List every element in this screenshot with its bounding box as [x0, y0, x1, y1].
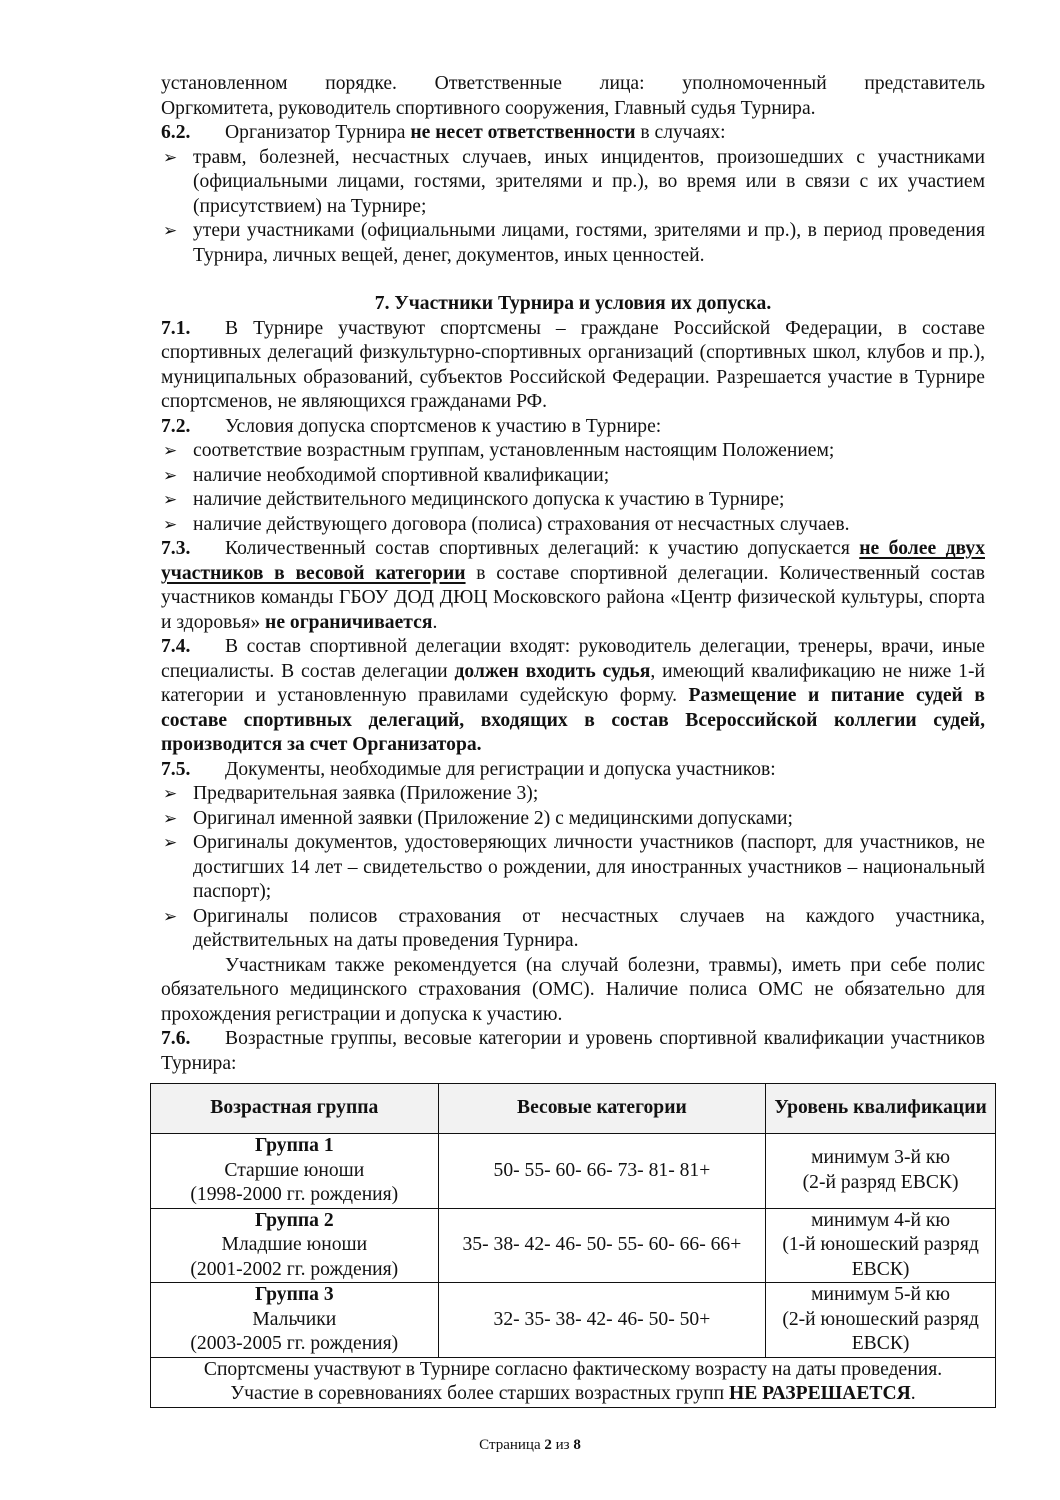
- group-title: Группа 1: [254, 1135, 334, 1156]
- clause-7-1: 7.1. В Турнире участвуют спортсмены – граждане Российской Федерации, в составе спортивных делегаций физкультурно-спортивных организаций (спортивных школ, клубов и пр.), муниципальных образований, субъектов Российской Федерации. Разрешается участие в Турнире спортсменов, не являющихся гражданами РФ.: [161, 317, 985, 412]
- clause-7-5: 7.5. Документы, необходимые для регистрации и допуска участников:: [161, 758, 985, 783]
- clause-number: 7.1.: [161, 317, 191, 339]
- age-groups-table: [150, 1083, 996, 1408]
- arrow-bullet-icon: ➢: [163, 833, 178, 852]
- arrow-bullet-icon: ➢: [163, 906, 178, 926]
- table-footnote: Спортсмены участвуют в Турнире согласно фактическому возрасту на даты проведения. Участие в соревнованиях более старших возрастных групп НЕ РАЗРЕШАЕТСЯ.: [151, 1357, 996, 1407]
- group-years: (2003-2005 гг. рождения): [190, 1333, 399, 1354]
- page-label: Страница: [479, 1437, 541, 1453]
- qualification-cell: минимум 5-й кю (2-й юношеский разряд ЕВСК): [766, 1283, 996, 1358]
- bold-text: не несет ответственности: [410, 122, 636, 143]
- weights-cell: 35- 38- 42- 46- 50- 55- 60- 66- 66+: [438, 1208, 766, 1283]
- table-row: [151, 1134, 996, 1209]
- group-years: (1998-2000 гг. рождения): [190, 1184, 399, 1205]
- clause-number: 7.5.: [161, 758, 191, 780]
- weights-cell: 32- 35- 38- 42- 46- 50- 50+: [438, 1283, 766, 1358]
- column-header-age-group: Возрастная группа: [151, 1084, 439, 1134]
- document-page: [161, 72, 985, 1076]
- column-header-qualification: Уровень квалификации: [766, 1084, 996, 1134]
- clause-number: 6.2.: [161, 122, 191, 143]
- page-of-label: из: [555, 1437, 570, 1453]
- bullet-item: ➢ Оригиналы полисов страхования от несчастных случаев на каждого участника, действительных на даты проведения Турнира.: [163, 905, 985, 951]
- group-title: Группа 3: [254, 1284, 334, 1305]
- qualification-cell: минимум 3-й кю (2-й разряд ЕВСК): [766, 1134, 996, 1209]
- clause-number: 7.3.: [161, 538, 191, 559]
- bullet-item: ➢ соответствие возрастным группам, установленным настоящим Положением;: [161, 439, 985, 464]
- clause-6-2: 6.2. Организатор Турнира не несет ответственности в случаях:: [161, 121, 985, 146]
- clause-number: 7.4.: [161, 636, 191, 657]
- weights-cell: 50- 55- 60- 66- 73- 81- 81+: [438, 1134, 766, 1209]
- page-footer: [0, 1437, 1060, 1454]
- clause-7-3: 7.3. Количественный состав спортивных делегаций: к участию допускается не более двух участников в весовой категории в составе спортивной делегации. Количественный состав участников команды ГБОУ ДОД ДЮЦ Московского района «Центр физической культуры, спорта и здоровья» не ограничивается.: [161, 538, 985, 633]
- column-header-weights: Весовые категории: [438, 1084, 766, 1134]
- clause-number: 7.2.: [161, 415, 191, 437]
- section-heading: 7. Участники Турнира и условия их допуска.: [374, 293, 772, 314]
- bullet-item: ➢ наличие действующего договора (полиса) страхования от несчастных случаев.: [161, 513, 985, 538]
- bullet-item: ➢ утери участниками (официальными лицами, гостями, зрителями и пр.), в период проведения Турнира, личных вещей, денег, документов, иных ценностей.: [163, 220, 985, 266]
- bullet-item: ➢ наличие действительного медицинского допуска к участию в Турнире;: [161, 488, 985, 513]
- age-group-cell: [151, 1283, 439, 1358]
- bold-text: не ограничивается: [265, 611, 433, 633]
- intro-line-1: установленном порядке. Ответственные лица: уполномоченный представитель: [161, 73, 985, 94]
- bullet-item: ➢ Оригиналы документов, удостоверяющих личности участников (паспорт, для участников, не достигших 14 лет – свидетельство о рождении, для иностранных участников – национальный паспорт);: [163, 832, 985, 902]
- clause-7-6: 7.6. Возрастные группы, весовые категории и уровень спортивной квалификации участников Турнира:: [161, 1028, 985, 1074]
- arrow-bullet-icon: ➢: [163, 490, 178, 509]
- bullet-item: ➢ наличие необходимой спортивной квалификации;: [161, 464, 985, 489]
- arrow-bullet-icon: ➢: [163, 221, 178, 240]
- clause-7-2: 7.2. Условия допуска спортсменов к участию в Турнире:: [161, 415, 985, 440]
- bold-text: Размещение и питание судей в составе спортивных делегаций, входящих в состав Всероссийской коллегии судей, производится за счет Организатора.: [161, 685, 985, 755]
- bullet-item: ➢ Предварительная заявка (Приложение 3);: [161, 782, 985, 807]
- bold-text: НЕ РАЗРЕШАЕТСЯ: [728, 1383, 911, 1404]
- qualification-cell: минимум 4-й кю (1-й юношеский разряд ЕВСК): [766, 1208, 996, 1283]
- arrow-bullet-icon: ➢: [163, 808, 178, 828]
- group-name: Старшие юноши: [224, 1159, 365, 1181]
- group-years: (2001-2002 гг. рождения): [190, 1258, 399, 1280]
- arrow-bullet-icon: ➢: [163, 784, 178, 803]
- clause-7-4: 7.4. В состав спортивной делегации входят: руководитель делегации, тренеры, врачи, иные специалисты. В состав делегации должен входить судья, имеющий квалификацию не ниже 1-й категории и установленную правилами судейскую форму. Размещение и питание судей в составе спортивных делегаций, входящих в состав Всероссийской коллегии судей, производится за счет Организатора.: [161, 636, 985, 755]
- table-header-row: [151, 1084, 996, 1134]
- table-row: [151, 1208, 996, 1283]
- intro-line-2: Оргкомитета, руководитель спортивного сооружения, Главный судья Турнира.: [161, 97, 816, 119]
- age-group-cell: [151, 1134, 439, 1209]
- table-row: [151, 1283, 996, 1358]
- arrow-bullet-icon: ➢: [163, 441, 178, 460]
- arrow-bullet-icon: ➢: [163, 465, 178, 485]
- group-name: Младшие юноши: [221, 1234, 368, 1255]
- bullet-item: ➢ Оригинал именной заявки (Приложение 2) с медицинскими допусками;: [161, 807, 985, 832]
- clause-number: 7.6.: [161, 1028, 191, 1049]
- bullet-item: ➢ травм, болезней, несчастных случаев, иных инцидентов, произошедших с участниками (официальными лицами, гостями, зрителями и пр.), во время или в связи с их участием (присутствием) на Турнире;: [163, 146, 985, 217]
- total-pages-number: 8: [573, 1437, 581, 1453]
- bold-text: должен входить судья: [454, 660, 651, 682]
- oms-note: Участникам также рекомендуется (на случай болезни, травмы), иметь при себе полис обязательного медицинского страхования (ОМС). Наличие полиса ОМС не обязательно для прохождения регистрации и допуска к участию.: [161, 954, 985, 1025]
- arrow-bullet-icon: ➢: [163, 147, 178, 167]
- age-group-cell: [151, 1208, 439, 1283]
- group-name: Мальчики: [252, 1308, 337, 1330]
- arrow-bullet-icon: ➢: [163, 514, 178, 534]
- bold-underlined-text: не более двух участников в весовой категории: [161, 538, 985, 584]
- current-page-number: 2: [544, 1437, 552, 1453]
- table-footnote-row: [151, 1357, 996, 1407]
- group-title: Группа 2: [254, 1209, 334, 1231]
